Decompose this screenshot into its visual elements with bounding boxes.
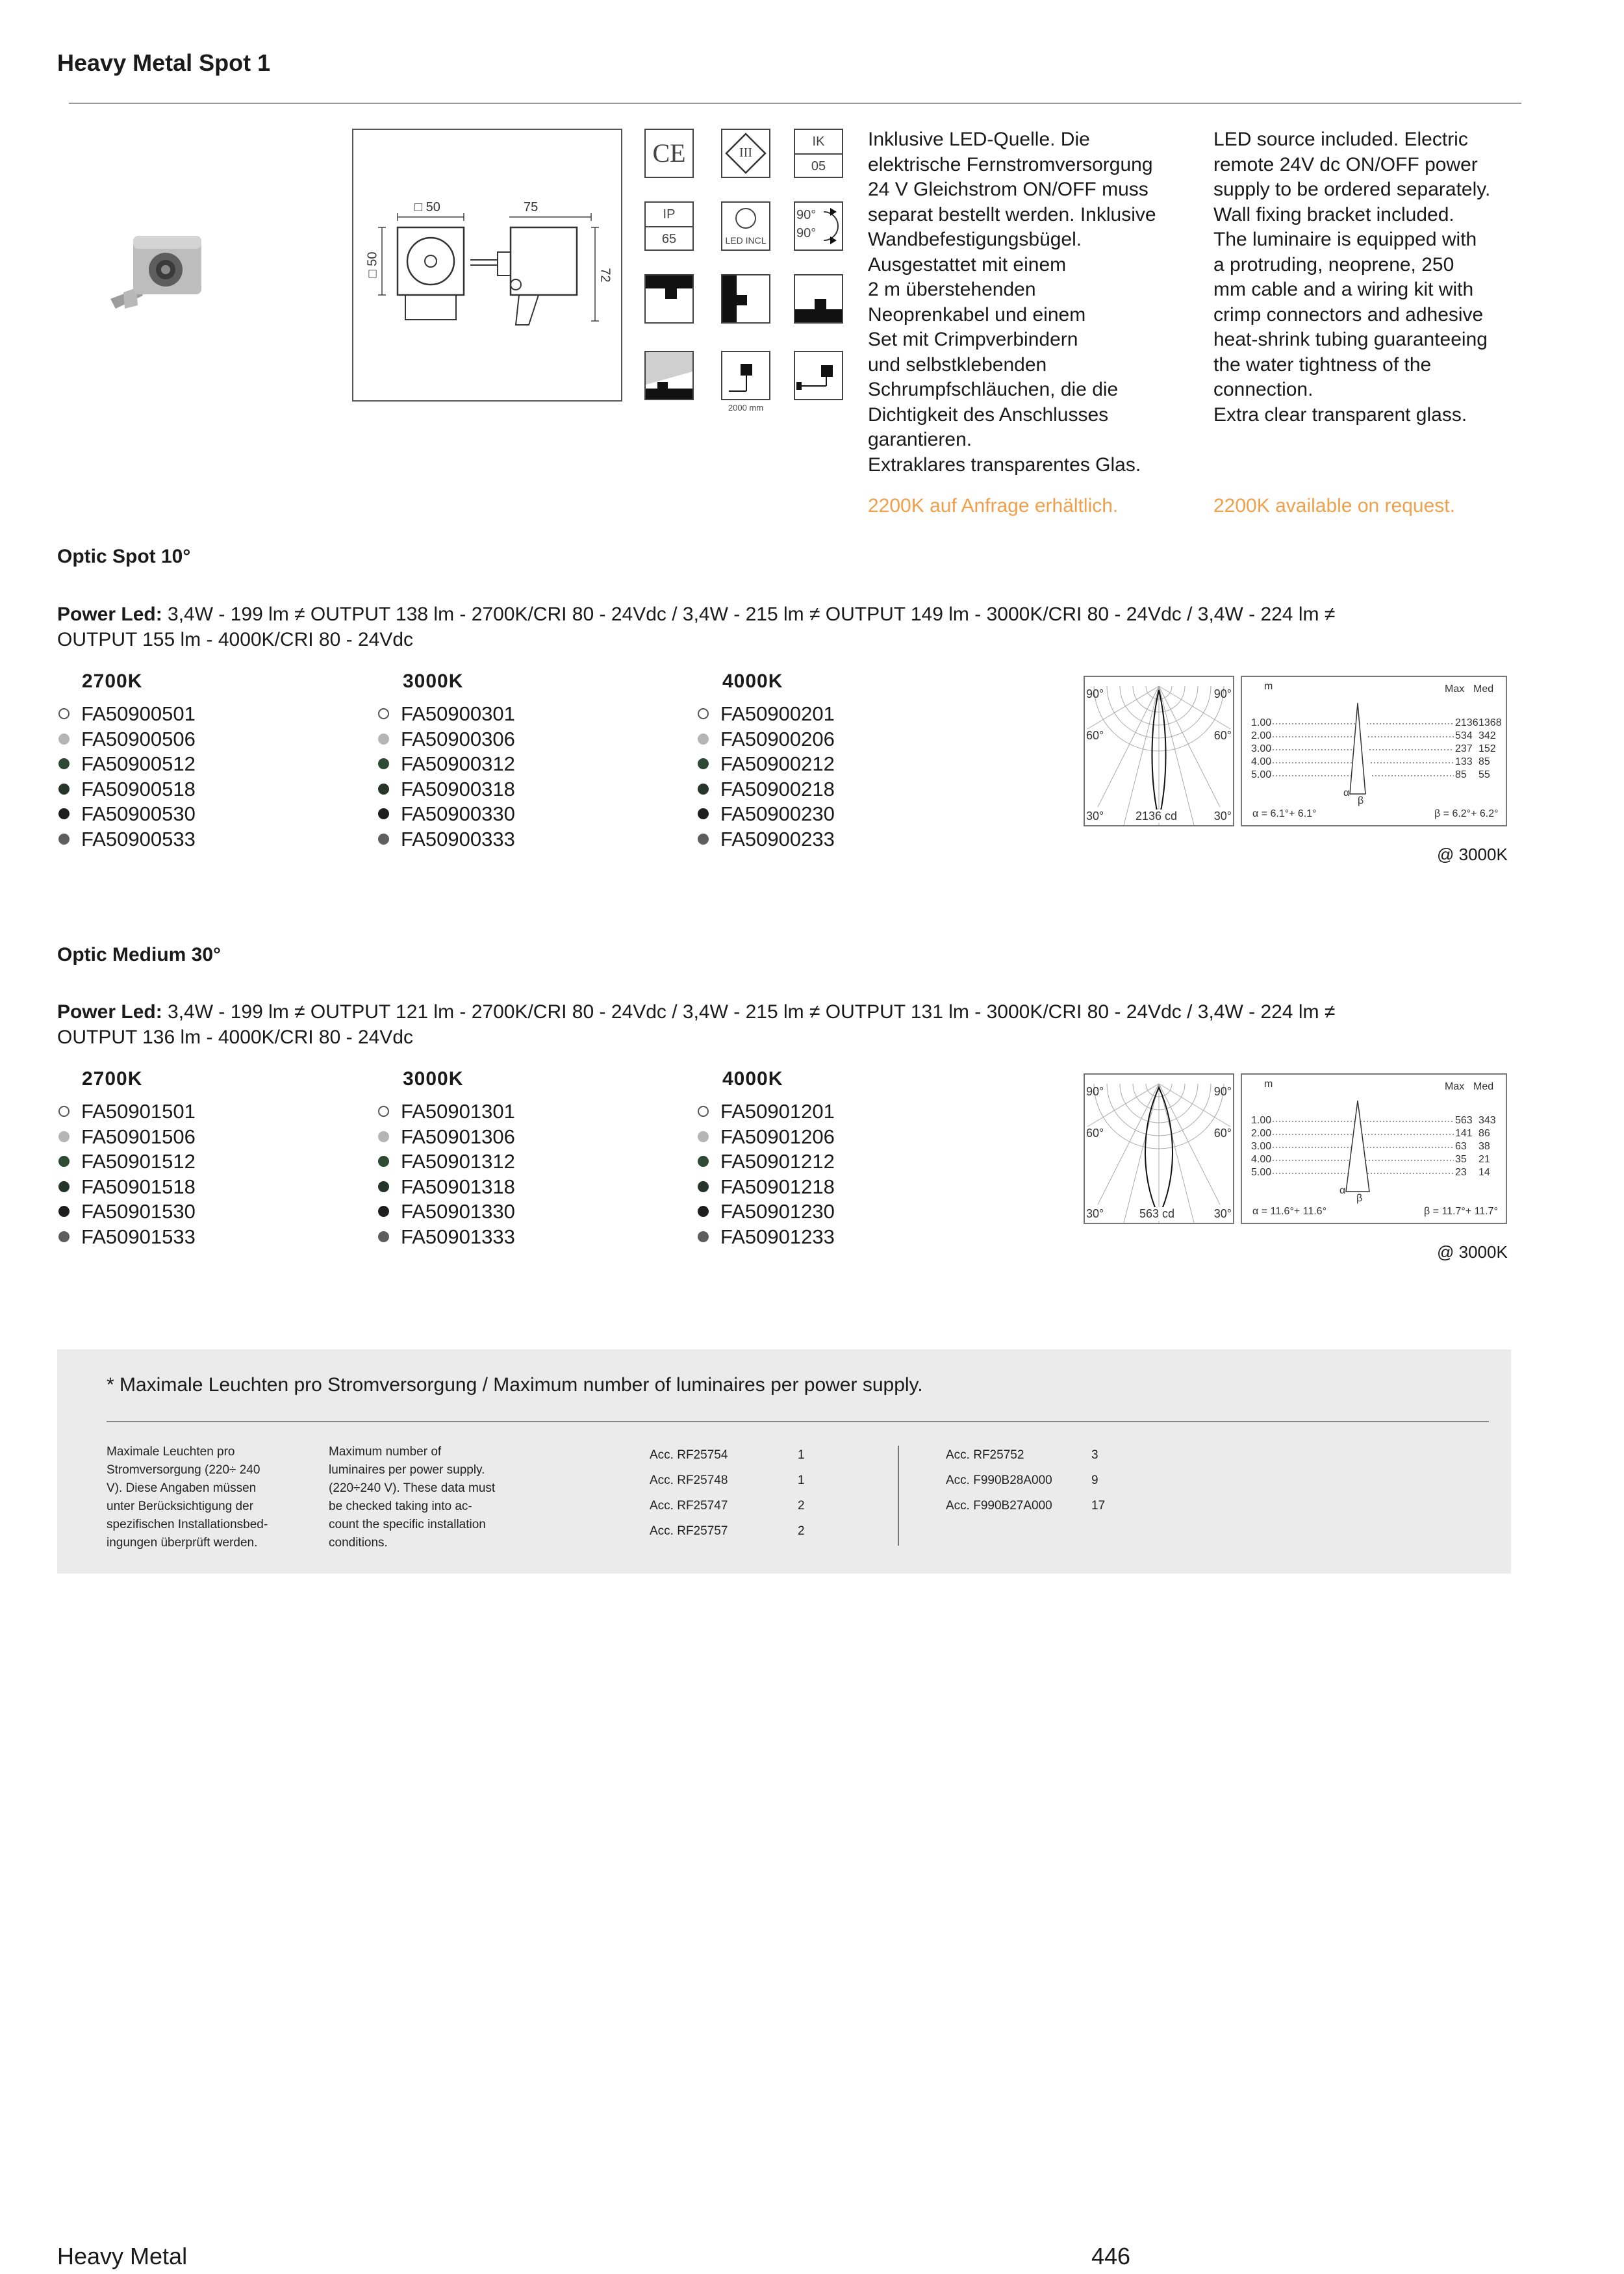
finish-slate-dot	[58, 1231, 70, 1242]
desc-en-line: connection.	[1213, 379, 1313, 400]
accessory-count: 2	[798, 1524, 805, 1538]
section-title: Optic Medium 30°	[57, 944, 222, 965]
list-item: FA50900501	[58, 702, 196, 727]
alpha-angle: α = 11.6°+ 11.6°	[1252, 1206, 1326, 1217]
description-en	[1213, 127, 1490, 428]
rotation-icon: 90° 90°	[794, 201, 843, 251]
desc-de-line: elektrische Fernstromversorgung	[868, 153, 1153, 175]
angle-90-left: 90°	[1086, 687, 1104, 700]
list-item: FA50901333	[378, 1225, 515, 1250]
list-item: FA50901330	[378, 1199, 515, 1225]
finish-black-dot	[698, 1206, 709, 1217]
finish-dark-green-dot	[698, 784, 709, 795]
code-list-3000k	[378, 702, 515, 852]
list-item: FA50900301	[378, 702, 515, 727]
desc-en-line: heat-shrink tubing guaranteeing	[1213, 329, 1488, 350]
desc-en-line: supply to be ordered separately.	[1213, 179, 1491, 200]
finish-white-dot	[58, 708, 70, 719]
page-number: 446	[1091, 2243, 1131, 2269]
finish-slate-dot	[378, 1231, 389, 1242]
distance-value: 5.00	[1251, 769, 1272, 780]
list-item: FA50901218	[698, 1175, 835, 1200]
desc-en-line: Extra clear transparent glass.	[1213, 403, 1467, 426]
power-led-line: OUTPUT 136 lm - 4000K/CRI 80 - 24Vdc	[57, 1027, 413, 1048]
finish-white-dot	[378, 708, 389, 719]
max-lux-value: 133	[1455, 756, 1473, 767]
led-included-icon: LED INCL	[721, 201, 770, 251]
distance-value: 3.00	[1251, 743, 1272, 754]
description-de	[868, 127, 1156, 478]
column-header-2700k: 2700K	[82, 671, 143, 692]
max-lux-value: 35	[1455, 1154, 1467, 1165]
finish-dark-green-dot	[698, 1181, 709, 1192]
reference-cct-label: @ 3000K	[1437, 845, 1508, 864]
desc-de-line: Inklusive LED-Quelle. Die	[868, 129, 1090, 150]
class-iii-icon: III	[721, 129, 770, 178]
distance-unit-label: m	[1264, 1079, 1273, 1090]
list-item: FA50901518	[58, 1175, 196, 1200]
beta-angle: β = 11.7°+ 11.7°	[1424, 1206, 1498, 1217]
accessory-count: 2	[798, 1499, 805, 1513]
finish-dark-green-dot	[378, 1181, 389, 1192]
finish-dark-green-dot	[378, 784, 389, 795]
list-item: FA50900318	[378, 777, 515, 802]
finish-grey-dot	[378, 734, 389, 745]
max-lux-value: 23	[1455, 1167, 1467, 1178]
list-item: FA50900312	[378, 752, 515, 777]
med-lux-value: 343	[1478, 1115, 1496, 1126]
accessory-code: Acc. RF25752	[946, 1448, 1024, 1462]
distance-value: 3.00	[1251, 1141, 1272, 1152]
list-item: FA50900218	[698, 777, 835, 802]
dim-height-left-label: □ 50	[365, 251, 380, 278]
angle-90-left: 90°	[1086, 1085, 1104, 1098]
desc-de-line: Extraklares transparentes Glas.	[868, 454, 1141, 476]
code-list-2700k	[58, 1099, 196, 1249]
med-lux-value: 1368	[1478, 717, 1502, 728]
cable-length-label: 2000 mm	[728, 403, 764, 413]
power-led-line: 3,4W - 199 lm ≠ OUTPUT 138 lm - 2700K/CRI 80 - 24Vdc / 3,4W - 215 lm ≠ OUTPUT 149 lm - 3000K/CRI 80 - 24Vdc / 3,4W - 224 lm ≠	[162, 604, 1336, 625]
list-item: FA50900530	[58, 802, 196, 827]
wiring-icon	[794, 351, 843, 400]
desc-en-line: crimp connectors and adhesive	[1213, 303, 1484, 326]
list-item: FA50901301	[378, 1099, 515, 1125]
angle-30-left: 30°	[1086, 1207, 1104, 1220]
polar-diagram	[1084, 1073, 1234, 1224]
med-lux-value: 55	[1478, 769, 1490, 780]
desc-de-line: garantieren.	[868, 429, 972, 450]
max-lux-value: 2136	[1455, 717, 1478, 728]
list-item: FA50900518	[58, 777, 196, 802]
peak-intensity-label: 563 cd	[1139, 1207, 1175, 1220]
accessory-code: Acc. F990B27A000	[946, 1499, 1052, 1513]
finish-grey-dot	[698, 734, 709, 745]
finish-green-dot	[378, 758, 389, 769]
power-led-label: Power Led:	[57, 1001, 162, 1023]
distance-value: 2.00	[1251, 1128, 1272, 1139]
mounting-floor-icon	[794, 274, 843, 324]
desc-de-line: Set mit Crimpverbindern	[868, 329, 1078, 350]
distance-value: 4.00	[1251, 756, 1272, 767]
accessory-count: 9	[1091, 1474, 1098, 1487]
desc-en-line: a protruding, neoprene, 250	[1213, 253, 1454, 275]
distance-value: 2.00	[1251, 730, 1272, 741]
desc-de-line: Dichtigkeit des Anschlusses	[868, 403, 1109, 426]
med-lux-value: 86	[1478, 1128, 1490, 1139]
table-divider	[898, 1446, 899, 1546]
list-item: FA50901230	[698, 1199, 835, 1225]
distance-value: 4.00	[1251, 1154, 1272, 1165]
finish-green-dot	[378, 1156, 389, 1167]
accessory-code: Acc. F990B28A000	[946, 1474, 1052, 1487]
med-column-label: Med	[1473, 683, 1494, 695]
finish-grey-dot	[58, 1131, 70, 1142]
desc-de-line: 24 V Gleichstrom ON/OFF muss	[868, 179, 1148, 200]
desc-en-line: remote 24V dc ON/OFF power	[1213, 153, 1478, 175]
list-item: FA50901512	[58, 1149, 196, 1175]
note-2200k-de: 2200K auf Anfrage erhältlich.	[868, 495, 1119, 517]
code-list-3000k	[378, 1099, 515, 1249]
desc-de-line: 2 m überstehenden	[868, 279, 1036, 300]
desc-de-line: Schrumpfschläuchen, die die	[868, 379, 1119, 400]
desc-de-line: Neoprenkabel und einem	[868, 303, 1086, 326]
section-title: Optic Spot 10°	[57, 546, 191, 567]
desc-de-line: und selbstklebenden	[868, 353, 1047, 376]
desc-en-line: LED source included. Electric	[1213, 129, 1468, 150]
beta-angle: β = 6.2°+ 6.2°	[1434, 808, 1499, 819]
finish-black-dot	[378, 1206, 389, 1217]
alpha-symbol: α	[1339, 1185, 1346, 1196]
ce-mark-icon: CE	[644, 129, 694, 178]
angle-60-left: 60°	[1086, 729, 1104, 742]
desc-en-line: The luminaire is equipped with	[1213, 229, 1477, 250]
list-item: FA50901206	[698, 1125, 835, 1150]
max-lux-value: 534	[1455, 730, 1473, 741]
angle-60-right: 60°	[1213, 729, 1232, 742]
power-led-line: 3,4W - 199 lm ≠ OUTPUT 121 lm - 2700K/CRI 80 - 24Vdc / 3,4W - 215 lm ≠ OUTPUT 131 lm - 3000K/CRI 80 - 24Vdc / 3,4W - 224 lm ≠	[162, 1001, 1336, 1023]
peak-intensity-label: 2136 cd	[1136, 810, 1178, 823]
accessory-count: 1	[798, 1474, 805, 1487]
accessory-count: 3	[1091, 1448, 1098, 1462]
desc-de-line: separat bestellt werden. Inklusive	[868, 203, 1156, 225]
mounting-wall-icon	[721, 274, 770, 324]
angle-90-right: 90°	[1213, 1085, 1232, 1098]
header-divider	[69, 103, 1521, 104]
accessory-code: Acc. RF25754	[650, 1448, 728, 1462]
list-item: FA50901530	[58, 1199, 196, 1225]
supply-note-de: Maximale Leuchten pro Stromversorgung (220÷ 240 V). Diese Angaben müssen unter Berücksichtigung der spezifischen Installationsbed- ingungen überprüft werden.	[107, 1445, 268, 1550]
accessory-count: 17	[1091, 1499, 1106, 1513]
column-header-3000k: 3000K	[403, 671, 464, 692]
column-header-2700k: 2700K	[82, 1068, 143, 1090]
dim-length-label: 75	[524, 200, 539, 214]
note-2200k-en: 2200K available on request.	[1213, 495, 1455, 517]
list-item: FA50900206	[698, 727, 835, 752]
list-item: FA50900333	[378, 827, 515, 852]
illuminance-cone-diagram	[1241, 676, 1507, 826]
finish-black-dot	[58, 808, 70, 819]
accessory-code: Acc. RF25747	[650, 1499, 728, 1513]
finish-slate-dot	[698, 1231, 709, 1242]
power-led-line: OUTPUT 155 lm - 4000K/CRI 80 - 24Vdc	[57, 629, 413, 650]
column-header-3000k: 3000K	[403, 1068, 464, 1090]
angle-60-right: 60°	[1213, 1127, 1232, 1140]
desc-en-line: the water tightness of the	[1213, 353, 1432, 376]
product-photo	[104, 224, 214, 315]
dim-height-right-label: 72	[598, 268, 613, 283]
list-item: FA50901306	[378, 1125, 515, 1150]
technical-drawing	[352, 129, 622, 402]
finish-grey-dot	[698, 1131, 709, 1142]
finish-white-dot	[698, 1106, 709, 1117]
finish-black-dot	[378, 808, 389, 819]
beta-symbol: β	[1358, 795, 1364, 806]
med-column-label: Med	[1473, 1081, 1494, 1092]
max-lux-value: 237	[1455, 743, 1473, 754]
accessory-count: 1	[798, 1448, 805, 1462]
power-supply-info-box	[57, 1349, 1511, 1574]
column-header-4000k: 4000K	[722, 671, 783, 692]
power-supply-title: * Maximale Leuchten pro Stromversorgung / Maximum number of luminaires per power supply.	[107, 1374, 923, 1396]
list-item: FA50900533	[58, 827, 196, 852]
finish-white-dot	[58, 1106, 70, 1117]
list-item: FA50901212	[698, 1149, 835, 1175]
finish-green-dot	[698, 758, 709, 769]
finish-slate-dot	[58, 834, 70, 845]
box-divider	[107, 1421, 1489, 1422]
desc-de-line: Ausgestattet mit einem	[868, 253, 1067, 275]
list-item: FA50901533	[58, 1225, 196, 1250]
alpha-angle: α = 6.1°+ 6.1°	[1252, 808, 1317, 819]
finish-white-dot	[698, 708, 709, 719]
angle-30-right: 30°	[1213, 1207, 1232, 1220]
dim-width-label: □ 50	[414, 200, 440, 214]
max-lux-value: 563	[1455, 1115, 1473, 1126]
list-item: FA50900212	[698, 752, 835, 777]
finish-slate-dot	[698, 834, 709, 845]
list-item: FA50901233	[698, 1225, 835, 1250]
list-item: FA50900233	[698, 827, 835, 852]
power-led-label: Power Led:	[57, 604, 162, 625]
finish-grey-dot	[58, 734, 70, 745]
distance-value: 1.00	[1251, 1115, 1272, 1126]
mounting-ceiling-icon	[644, 274, 694, 324]
list-item: FA50900201	[698, 702, 835, 727]
list-item: FA50900230	[698, 802, 835, 827]
angle-30-left: 30°	[1086, 810, 1104, 823]
med-lux-value: 342	[1478, 730, 1496, 741]
polar-diagram	[1084, 676, 1234, 826]
max-column-label: Max	[1445, 1081, 1465, 1092]
finish-green-dot	[698, 1156, 709, 1167]
page-title: Heavy Metal Spot 1	[57, 49, 271, 76]
ip-rating-icon: IP 65	[644, 201, 694, 251]
ground-recessed-icon	[644, 351, 694, 400]
list-item: FA50900512	[58, 752, 196, 777]
list-item: FA50901318	[378, 1175, 515, 1200]
finish-green-dot	[58, 1156, 70, 1167]
illuminance-cone-diagram	[1241, 1073, 1507, 1224]
list-item: FA50901501	[58, 1099, 196, 1125]
max-lux-value: 141	[1455, 1128, 1473, 1139]
column-header-4000k: 4000K	[722, 1068, 783, 1090]
med-lux-value: 14	[1478, 1167, 1490, 1178]
list-item: FA50900306	[378, 727, 515, 752]
alpha-symbol: α	[1343, 787, 1350, 798]
max-column-label: Max	[1445, 683, 1465, 695]
finish-slate-dot	[378, 834, 389, 845]
med-lux-value: 21	[1478, 1154, 1490, 1165]
desc-en-line: mm cable and a wiring kit with	[1213, 279, 1474, 300]
list-item: FA50900330	[378, 802, 515, 827]
med-lux-value: 85	[1478, 756, 1490, 767]
distance-value: 1.00	[1251, 717, 1272, 728]
code-list-4000k	[698, 702, 835, 852]
accessory-code: Acc. RF25757	[650, 1524, 728, 1538]
supply-note-en: Maximum number of luminaires per power supply. (220÷240 V). These data must be checked taking into ac- count the specific installation conditions.	[329, 1445, 496, 1550]
cable-length-icon	[721, 351, 770, 400]
footer-collection-name: Heavy Metal	[57, 2243, 188, 2269]
list-item: FA50900506	[58, 727, 196, 752]
reference-cct-label: @ 3000K	[1437, 1242, 1508, 1262]
finish-dark-green-dot	[58, 784, 70, 795]
desc-de-line: Wandbefestigungsbügel.	[868, 229, 1082, 250]
angle-60-left: 60°	[1086, 1127, 1104, 1140]
code-list-2700k	[58, 702, 196, 852]
desc-en-line: Wall fixing bracket included.	[1213, 203, 1454, 225]
angle-30-right: 30°	[1213, 810, 1232, 823]
accessory-code: Acc. RF25748	[650, 1474, 728, 1487]
max-lux-value: 63	[1455, 1141, 1467, 1152]
finish-black-dot	[698, 808, 709, 819]
finish-white-dot	[378, 1106, 389, 1117]
list-item: FA50901312	[378, 1149, 515, 1175]
max-lux-value: 85	[1455, 769, 1467, 780]
code-list-4000k	[698, 1099, 835, 1249]
power-led-spec	[57, 999, 1538, 1050]
list-item: FA50901201	[698, 1099, 835, 1125]
finish-black-dot	[58, 1206, 70, 1217]
ik-rating-icon: IK 05	[794, 129, 843, 178]
distance-unit-label: m	[1264, 681, 1273, 692]
beta-symbol: β	[1356, 1193, 1363, 1204]
angle-90-right: 90°	[1213, 687, 1232, 700]
distance-value: 5.00	[1251, 1167, 1272, 1178]
power-led-spec	[57, 602, 1538, 652]
list-item: FA50901506	[58, 1125, 196, 1150]
med-lux-value: 152	[1478, 743, 1496, 754]
finish-dark-green-dot	[58, 1181, 70, 1192]
finish-green-dot	[58, 758, 70, 769]
med-lux-value: 38	[1478, 1141, 1490, 1152]
finish-grey-dot	[378, 1131, 389, 1142]
